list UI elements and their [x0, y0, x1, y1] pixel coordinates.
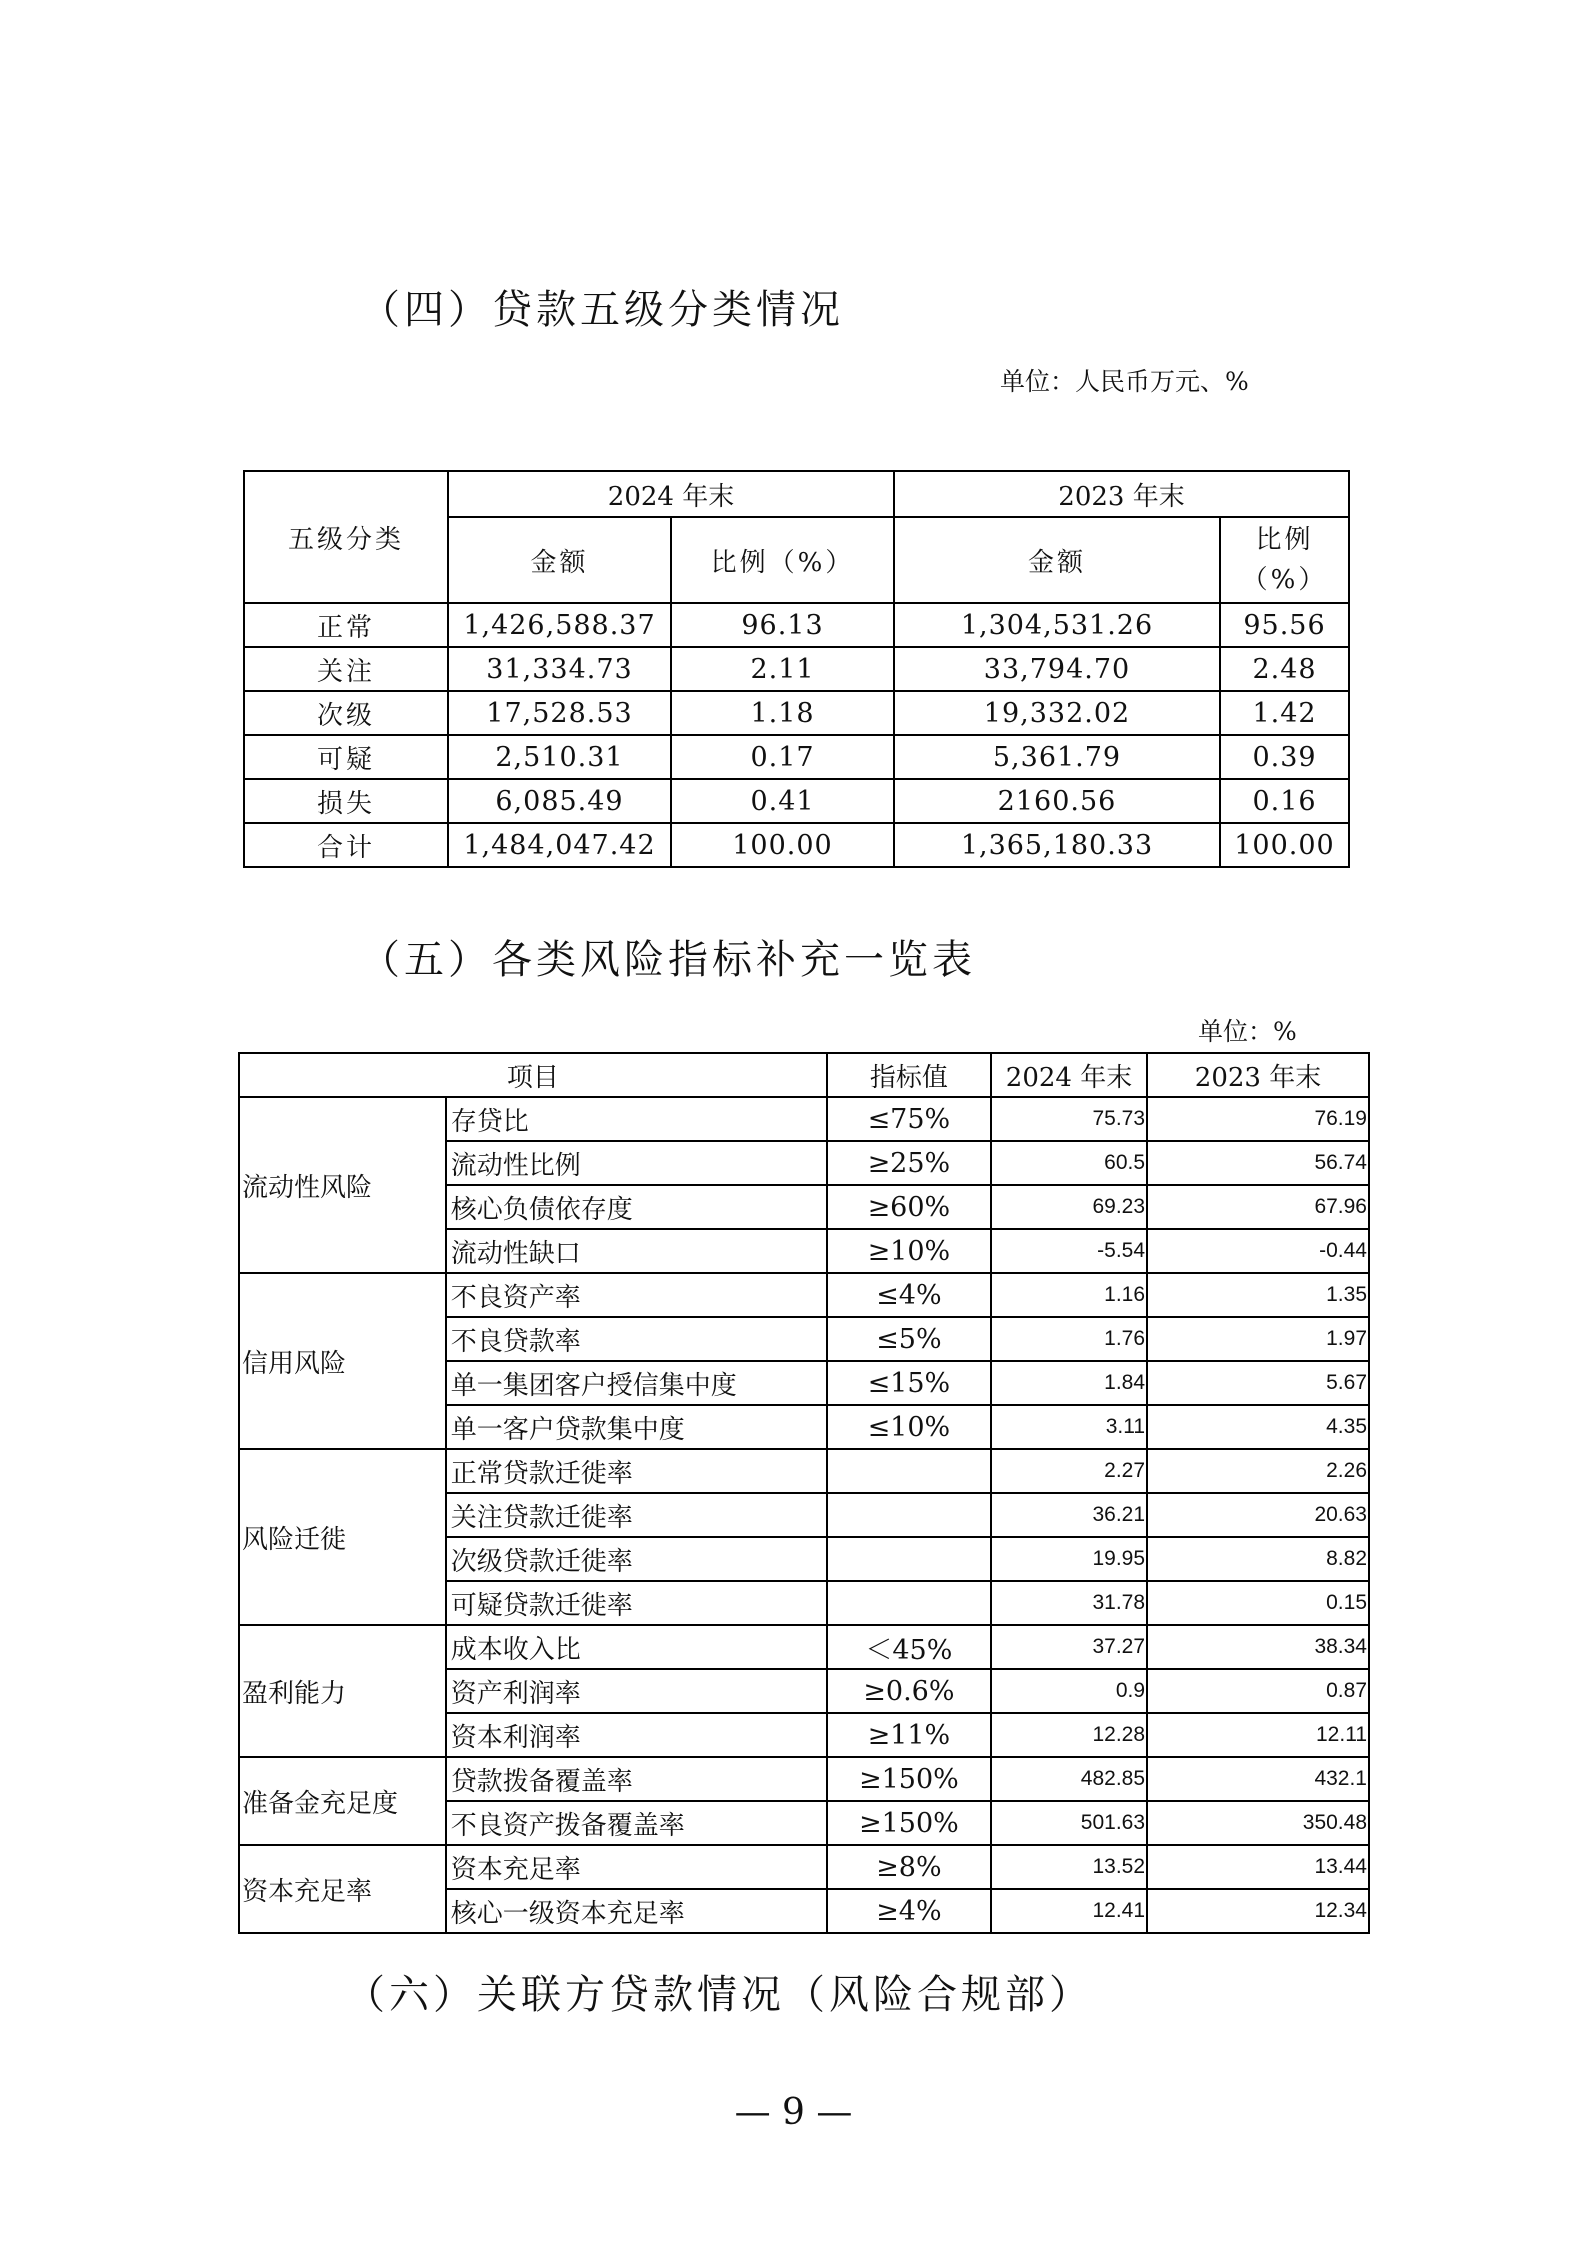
indicator-threshold: ≤15% — [827, 1361, 991, 1405]
amount-2023: 19,332.02 — [894, 691, 1220, 735]
amount-2023: 1,304,531.26 — [894, 603, 1220, 647]
section6-title: （六）关联方贷款情况（风险合规部） — [345, 1972, 1093, 2018]
amount-2024: 1,426,588.37 — [448, 603, 671, 647]
indicator-name: 不良资产率 — [446, 1273, 827, 1317]
table-row — [244, 823, 1349, 867]
header-2024-end: 2024 年末 — [991, 1053, 1147, 1097]
amount-2023: 1,365,180.33 — [894, 823, 1220, 867]
value-2024: 13.52 — [991, 1845, 1147, 1889]
value-2023: 0.15 — [1147, 1581, 1369, 1625]
table-row — [239, 1625, 1369, 1669]
category-label: 流动性风险 — [239, 1097, 446, 1273]
indicator-name: 存贷比 — [446, 1097, 827, 1141]
ratio-2023: 2.48 — [1220, 647, 1349, 691]
indicator-threshold: ≥4% — [827, 1889, 991, 1933]
value-2024: 36.21 — [991, 1493, 1147, 1537]
indicator-threshold: ≤5% — [827, 1317, 991, 1361]
indicator-threshold: ≥10% — [827, 1229, 991, 1273]
value-2023: 76.19 — [1147, 1097, 1369, 1141]
ratio-2024: 1.18 — [671, 691, 894, 735]
indicator-name: 单一集团客户授信集中度 — [446, 1361, 827, 1405]
ratio-2023: 95.56 — [1220, 603, 1349, 647]
class-label: 可疑 — [244, 735, 448, 779]
indicator-threshold — [827, 1493, 991, 1537]
indicator-name: 核心一级资本充足率 — [446, 1889, 827, 1933]
header-threshold: 指标值 — [827, 1053, 991, 1097]
category-label: 准备金充足度 — [239, 1757, 446, 1845]
table-row — [239, 1449, 1369, 1493]
indicator-name: 流动性缺口 — [446, 1229, 827, 1273]
value-2024: 60.5 — [991, 1141, 1147, 1185]
ratio-2024: 96.13 — [671, 603, 894, 647]
loan-classification-table — [243, 470, 1350, 868]
section4-title: （四）贷款五级分类情况 — [360, 287, 844, 333]
amount-2024: 17,528.53 — [448, 691, 671, 735]
section5-title: （五）各类风险指标补充一览表 — [360, 937, 976, 983]
value-2023: 5.67 — [1147, 1361, 1369, 1405]
header-2024: 2024 年末 — [448, 471, 894, 517]
indicator-name: 成本收入比 — [446, 1625, 827, 1669]
loan-classification-rows — [244, 603, 1349, 867]
indicator-threshold: ≥0.6% — [827, 1669, 991, 1713]
indicator-threshold: ≤75% — [827, 1097, 991, 1141]
table-row — [244, 735, 1349, 779]
category-label: 信用风险 — [239, 1273, 446, 1449]
ratio-2023: 0.16 — [1220, 779, 1349, 823]
header-five-class: 五级分类 — [244, 471, 448, 603]
value-2024: 12.28 — [991, 1713, 1147, 1757]
value-2024: 0.9 — [991, 1669, 1147, 1713]
value-2024: -5.54 — [991, 1229, 1147, 1273]
header-ratio-2023: 比例（%） — [1220, 517, 1349, 603]
indicator-name: 核心负债依存度 — [446, 1185, 827, 1229]
page-number: — 9 — — [734, 2092, 853, 2133]
header-ratio-2024: 比例（%） — [671, 517, 894, 603]
category-label: 资本充足率 — [239, 1845, 446, 1933]
indicator-threshold: ≥8% — [827, 1845, 991, 1889]
value-2024: 69.23 — [991, 1185, 1147, 1229]
value-2023: 2.26 — [1147, 1449, 1369, 1493]
value-2024: 1.16 — [991, 1273, 1147, 1317]
indicator-threshold: ≤4% — [827, 1273, 991, 1317]
class-label: 损失 — [244, 779, 448, 823]
indicator-name: 正常贷款迁徙率 — [446, 1449, 827, 1493]
header-2023: 2023 年末 — [894, 471, 1349, 517]
value-2024: 1.84 — [991, 1361, 1147, 1405]
amount-2023: 33,794.70 — [894, 647, 1220, 691]
value-2024: 37.27 — [991, 1625, 1147, 1669]
value-2023: 12.11 — [1147, 1713, 1369, 1757]
ratio-2023: 100.00 — [1220, 823, 1349, 867]
indicator-name: 流动性比例 — [446, 1141, 827, 1185]
value-2023: 12.34 — [1147, 1889, 1369, 1933]
value-2023: 8.82 — [1147, 1537, 1369, 1581]
indicator-name: 贷款拨备覆盖率 — [446, 1757, 827, 1801]
indicator-threshold: ＜45% — [827, 1625, 991, 1669]
header-item: 项目 — [239, 1053, 827, 1097]
indicator-name: 次级贷款迁徙率 — [446, 1537, 827, 1581]
value-2023: 38.34 — [1147, 1625, 1369, 1669]
indicator-threshold: ≤10% — [827, 1405, 991, 1449]
table-row — [239, 1097, 1369, 1141]
value-2023: 20.63 — [1147, 1493, 1369, 1537]
ratio-2023: 0.39 — [1220, 735, 1349, 779]
value-2024: 75.73 — [991, 1097, 1147, 1141]
class-label: 正常 — [244, 603, 448, 647]
ratio-2024: 0.41 — [671, 779, 894, 823]
value-2024: 12.41 — [991, 1889, 1147, 1933]
table-row — [244, 603, 1349, 647]
value-2023: 1.97 — [1147, 1317, 1369, 1361]
indicator-threshold: ≥150% — [827, 1801, 991, 1845]
value-2024: 19.95 — [991, 1537, 1147, 1581]
section4-unit: 单位：人民币万元、% — [1000, 367, 1249, 396]
value-2023: 56.74 — [1147, 1141, 1369, 1185]
indicator-threshold: ≥11% — [827, 1713, 991, 1757]
amount-2024: 1,484,047.42 — [448, 823, 671, 867]
value-2024: 2.27 — [991, 1449, 1147, 1493]
value-2024: 501.63 — [991, 1801, 1147, 1845]
value-2024: 31.78 — [991, 1581, 1147, 1625]
category-label: 盈利能力 — [239, 1625, 446, 1757]
indicator-name: 单一客户贷款集中度 — [446, 1405, 827, 1449]
indicator-name: 可疑贷款迁徙率 — [446, 1581, 827, 1625]
indicator-threshold: ≥150% — [827, 1757, 991, 1801]
amount-2023: 5,361.79 — [894, 735, 1220, 779]
risk-indicator-rows — [239, 1097, 1369, 1933]
table-row — [239, 1845, 1369, 1889]
value-2023: 0.87 — [1147, 1669, 1369, 1713]
risk-indicator-table — [238, 1052, 1370, 1934]
ratio-2023: 1.42 — [1220, 691, 1349, 735]
table-row — [244, 779, 1349, 823]
amount-2024: 2,510.31 — [448, 735, 671, 779]
value-2024: 3.11 — [991, 1405, 1147, 1449]
indicator-name: 不良资产拨备覆盖率 — [446, 1801, 827, 1845]
indicator-threshold: ≥25% — [827, 1141, 991, 1185]
indicator-name: 不良贷款率 — [446, 1317, 827, 1361]
indicator-threshold — [827, 1449, 991, 1493]
table-row — [239, 1273, 1369, 1317]
indicator-name: 资本利润率 — [446, 1713, 827, 1757]
ratio-2024: 2.11 — [671, 647, 894, 691]
value-2024: 482.85 — [991, 1757, 1147, 1801]
table-row — [244, 647, 1349, 691]
indicator-threshold — [827, 1537, 991, 1581]
category-label: 风险迁徙 — [239, 1449, 446, 1625]
class-label: 关注 — [244, 647, 448, 691]
value-2023: 13.44 — [1147, 1845, 1369, 1889]
value-2023: 4.35 — [1147, 1405, 1369, 1449]
section5-unit: 单位：% — [1198, 1017, 1297, 1046]
indicator-threshold — [827, 1581, 991, 1625]
ratio-2024: 0.17 — [671, 735, 894, 779]
header-2023-end: 2023 年末 — [1147, 1053, 1369, 1097]
ratio-2024: 100.00 — [671, 823, 894, 867]
table-row — [239, 1757, 1369, 1801]
value-2023: 432.1 — [1147, 1757, 1369, 1801]
class-label: 次级 — [244, 691, 448, 735]
indicator-threshold: ≥60% — [827, 1185, 991, 1229]
value-2023: 1.35 — [1147, 1273, 1369, 1317]
table-row — [244, 691, 1349, 735]
indicator-name: 资本充足率 — [446, 1845, 827, 1889]
value-2023: 67.96 — [1147, 1185, 1369, 1229]
value-2023: 350.48 — [1147, 1801, 1369, 1845]
indicator-name: 关注贷款迁徙率 — [446, 1493, 827, 1537]
amount-2023: 2160.56 — [894, 779, 1220, 823]
class-label: 合计 — [244, 823, 448, 867]
header-amount-2023: 金额 — [894, 517, 1220, 603]
amount-2024: 6,085.49 — [448, 779, 671, 823]
value-2024: 1.76 — [991, 1317, 1147, 1361]
header-amount-2024: 金额 — [448, 517, 671, 603]
amount-2024: 31,334.73 — [448, 647, 671, 691]
value-2023: -0.44 — [1147, 1229, 1369, 1273]
indicator-name: 资产利润率 — [446, 1669, 827, 1713]
